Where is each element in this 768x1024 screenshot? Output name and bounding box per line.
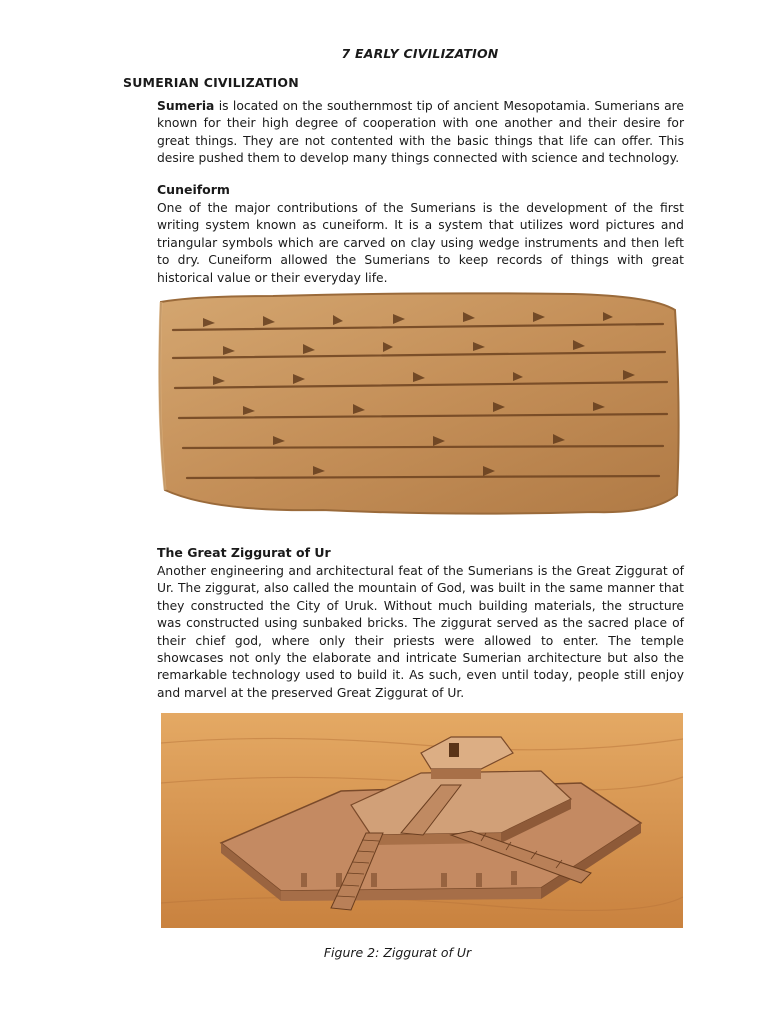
section-title: SUMERIAN CIVILIZATION	[123, 75, 299, 90]
cuneiform-tablet-image	[153, 290, 683, 520]
ziggurat-image	[161, 713, 683, 928]
ziggurat-heading: The Great Ziggurat of Ur	[157, 545, 331, 560]
intro-lead-term: Sumeria	[157, 99, 215, 113]
page-title: 7 EARLY CIVILIZATION	[341, 46, 499, 61]
intro-text: is located on the southernmost tip of ancient Mesopotamia. Sumerians are known for their high degree of cooperation with one another and their desire for great things. They are not contented with the basic things that life can offer. This desire pushed them to develop many things connected with science and technology.	[157, 99, 684, 166]
cuneiform-heading: Cuneiform	[157, 182, 230, 197]
intro-paragraph	[157, 98, 684, 168]
cuneiform-paragraph: One of the major contributions of the Sumerians is the development of the first writing system known as cuneiform. It is a system that utilizes word pictures and triangular symbols which are carved on clay using wedge instruments and then left to dry. Cuneiform allowed the Sumerians to keep records of things with great historical value or their everyday life.	[157, 201, 684, 285]
figure-caption: Figure 2: Ziggurat of Ur	[323, 945, 472, 960]
ziggurat-paragraph: Another engineering and architectural feat of the Sumerians is the Great Ziggurat of Ur. The ziggurat, also called the mountain of God, was built in the same manner that they constructed the City of Uruk. Without much building materials, the structure was constructed using sunbaked bricks. The ziggurat served as the sacred place of their chief god, where only their priests were allowed to enter. The temple showcases not only the elaborate and intricate Sumerian architecture but also the remarkable technology used to build it. As such, even until today, people still enjoy and marvel at the preserved Great Ziggurat of Ur.	[157, 564, 684, 700]
